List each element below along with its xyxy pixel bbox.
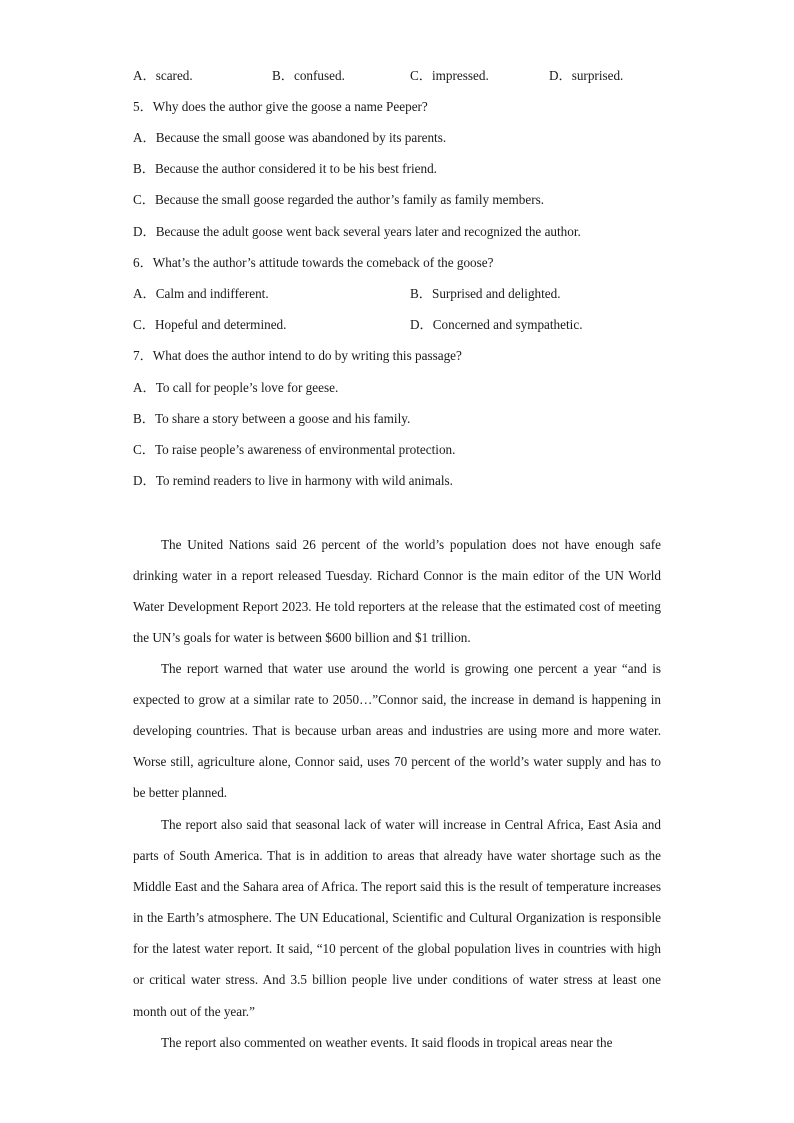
q6-option-b: B．Surprised and delighted. <box>410 286 561 301</box>
q6-option-c: C．Hopeful and determined. <box>133 317 287 332</box>
q5-option-d: D．Because the adult goose went back several years later and recognized the author. <box>133 224 581 239</box>
q7-option-a: A．To call for people’s love for geese. <box>133 380 339 395</box>
passage-paragraph-3: The report also said that seasonal lack of water will increase in Central Africa, East Asia and parts of South America. That is in addition to areas that already have water shortage such as the Middle East and the Sahara area of Africa. The report said this is the result of temperature increases in the Earth’s atmosphere. The UN Educational, Scientific and Cultural Organization is responsible for the latest water report. It said, “10 percent of the global population lives in countries with high or critical water stress. And 3.5 billion people live under conditions of water stress at least one month out of the year.” <box>133 817 661 1019</box>
passage-paragraph-2: The report warned that water use around the world is growing one percent a year “and is expected to grow at a similar rate to 2050…”Connor said, the increase in demand is happening in developing countries. That is because urban areas and industries are using more and more water. Worse still, agriculture alone, Connor said, uses 70 percent of the world’s water supply and has to be better planned. <box>133 661 661 801</box>
q7-option-d: D．To remind readers to live in harmony with wild animals. <box>133 473 453 488</box>
q4-option-d: D．surprised. <box>549 68 624 83</box>
q7-option-c: C．To raise people’s awareness of environmental protection. <box>133 442 456 457</box>
q5-stem: 5．Why does the author give the goose a name Peeper? <box>133 99 428 114</box>
q5-option-b: B．Because the author considered it to be his best friend. <box>133 161 437 176</box>
q5-option-c: C．Because the small goose regarded the author’s family as family members. <box>133 192 545 207</box>
q4-option-c: C．impressed. <box>410 68 489 83</box>
q4-option-a: A．scared. <box>133 68 193 83</box>
q4-option-b: B．confused. <box>272 68 345 83</box>
passage-paragraph-4: The report also commented on weather events. It said floods in tropical areas near the <box>161 1035 613 1050</box>
q6-stem: 6．What’s the author’s attitude towards the comeback of the goose? <box>133 255 494 270</box>
q7-stem: 7．What does the author intend to do by writing this passage? <box>133 348 462 363</box>
passage-paragraph-1: The United Nations said 26 percent of the world’s population does not have enough safe drinking water in a report released Tuesday. Richard Connor is the main editor of the UN World Water Development Report 2023. He told reporters at the release that the estimated cost of meeting the UN’s goals for water is between $600 billion and $1 trillion. <box>133 537 661 646</box>
q6-option-d: D．Concerned and sympathetic. <box>410 317 583 332</box>
q6-option-a: A．Calm and indifferent. <box>133 286 269 301</box>
q5-option-a: A．Because the small goose was abandoned by its parents. <box>133 130 447 145</box>
q7-option-b: B．To share a story between a goose and his family. <box>133 411 411 426</box>
